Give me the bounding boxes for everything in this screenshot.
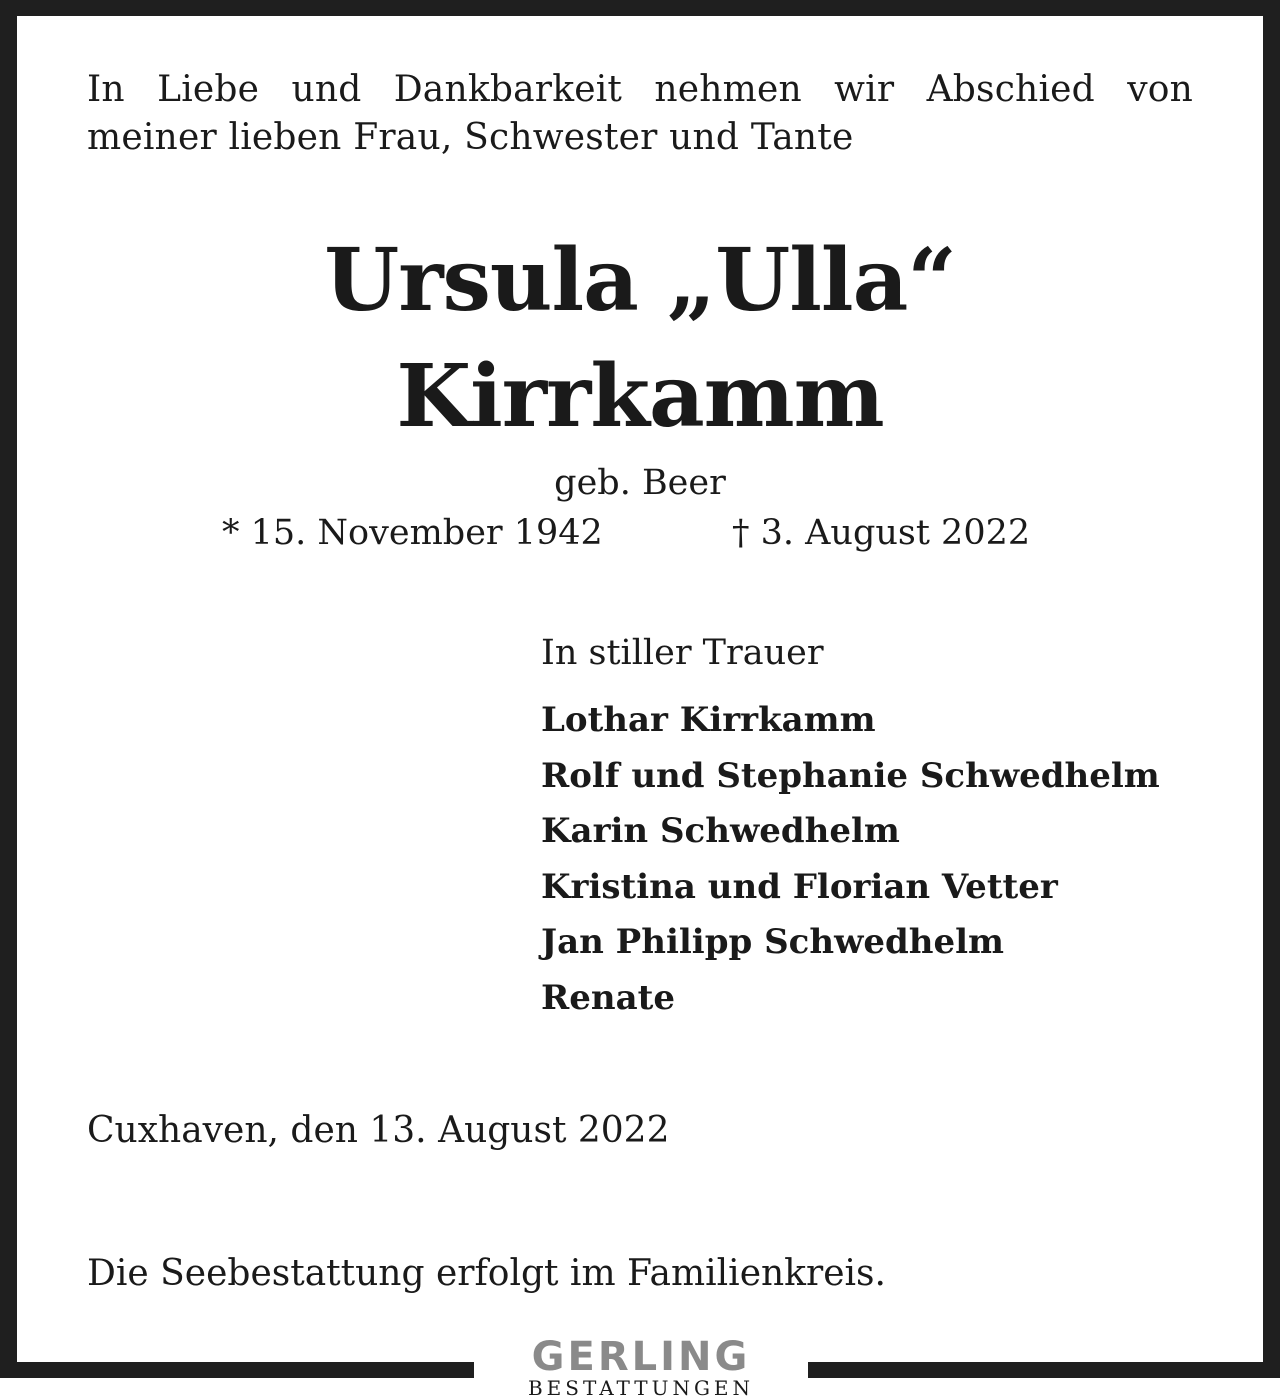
- frame-border-bottom-right: [808, 1362, 1280, 1378]
- frame-border-right: [1263, 0, 1280, 1378]
- mourners-list: [541, 693, 1160, 1026]
- intro-line-1: In Liebe und Dankbarkeit nehmen wir Abschied von: [87, 69, 1193, 110]
- mourner-name: Kristina und Florian Vetter: [541, 866, 1058, 907]
- burial-note: Die Seebestattung erfolgt im Familienkreis.: [87, 1253, 886, 1294]
- mourner-name: Jan Philipp Schwedhelm: [541, 922, 1004, 962]
- mourner-name: Karin Schwedhelm: [541, 811, 900, 851]
- frame-border-left: [0, 0, 17, 1378]
- intro-text: [87, 66, 1193, 162]
- mourning-label: In stiller Trauer: [541, 633, 824, 673]
- funeral-home-logo: [474, 1336, 808, 1399]
- deceased-last-name: Kirrkamm: [396, 346, 884, 447]
- death-date: † 3. August 2022: [732, 513, 1031, 553]
- frame-border-top: [0, 0, 1280, 16]
- place-date: Cuxhaven, den 13. August 2022: [87, 1110, 670, 1151]
- mourner-name: Renate: [541, 977, 675, 1018]
- deceased-first-name: Ursula „Ulla“: [324, 230, 956, 331]
- born-name: geb. Beer: [554, 463, 726, 503]
- frame-border-bottom-left: [0, 1362, 474, 1378]
- logo-main-text: GERLING: [531, 1334, 751, 1380]
- birth-date: * 15. November 1942: [222, 513, 603, 553]
- intro-line-2: meiner lieben Frau, Schwester und Tante: [87, 117, 854, 158]
- mourner-name: Lothar Kirrkamm: [541, 700, 876, 740]
- logo-sub-text: BESTATTUNGEN: [527, 1376, 755, 1400]
- mourner-name: Rolf und Stephanie Schwedhelm: [541, 755, 1160, 796]
